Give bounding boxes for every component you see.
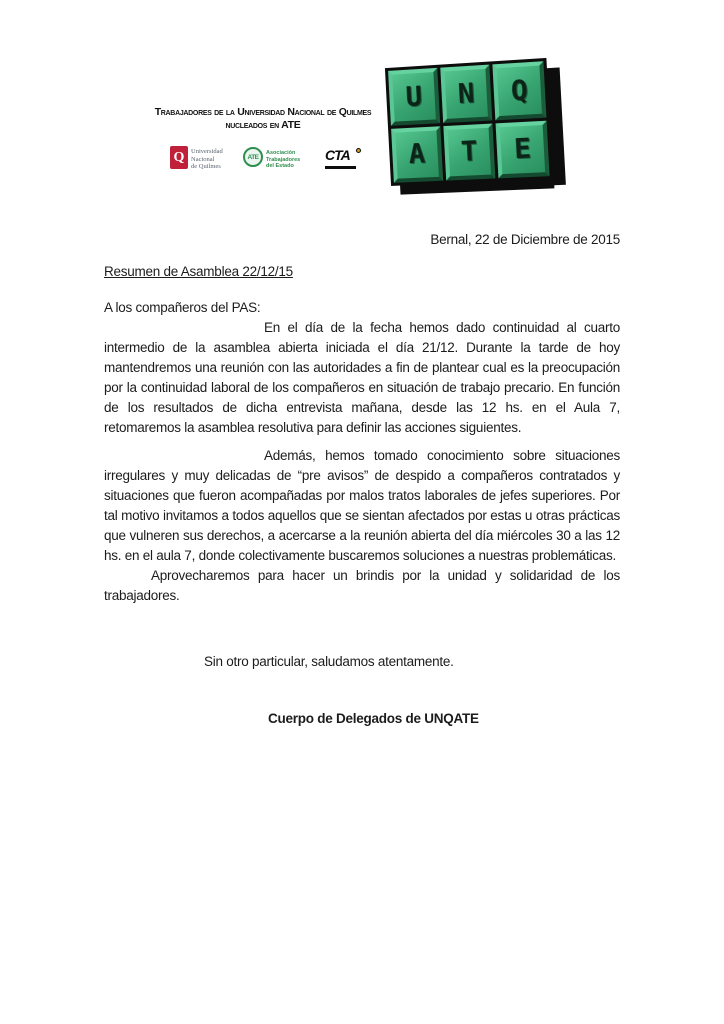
unqate-cube-logo	[385, 58, 553, 186]
unq-logo-text	[191, 146, 223, 171]
unqate-tile: T	[443, 123, 496, 181]
paragraph-1: En el día de la fecha hemos dado continuidad al cuarto intermedio de la asamblea abierta iniciada el día 21/12. Durante la tarde de hoy mantendremos una reunión con las autoridades a fin de plantear cual es la preocupación por la continuidad laboral de los compañeros en situación de trabajo precario. En función de los resultados de dicha entrevista mañana, desde las 12 hs. en el Aula 7, retomaremos la asamblea resolutiva para definir las acciones siguientes.	[104, 320, 620, 435]
closing-line: Sin otro particular, saludamos atentamente.	[204, 654, 454, 669]
ate-logo-text	[266, 147, 300, 170]
unq-logo	[170, 146, 223, 171]
ate-logo	[243, 147, 300, 170]
unqate-tile: N	[440, 65, 493, 123]
cta-logo	[325, 147, 356, 169]
letter-body	[104, 230, 620, 729]
paragraph-2: Además, hemos tomado conocimiento sobre situaciones irregulares y muy delicadas de “pre avisos” de despido a compañeros contratados y situaciones que fueron acompañadas por malos tratos laborales de jefes superiores. Por tal motivo invitamos a todos aquellos que se sientan afectados por estas u otras prácticas que vulneren sus derechos, a acercarse a la reunión abierta del día miércoles 30 a las 12 hs. en el aula 7, donde colectivamente buscaremos soluciones a nuestras problemáticas.	[104, 448, 620, 563]
unqate-tile: U	[388, 68, 440, 125]
dateline: Bernal, 22 de Diciembre de 2015	[430, 232, 620, 247]
signature-line: Cuerpo de Delegados de UNQATE	[268, 711, 479, 726]
paragraph-3: Aprovecharemos para hacer un brindis por la unidad y solidaridad de los trabajadores.	[104, 568, 620, 603]
org-name-line1: Trabajadores de la Universidad Nacional de Quilmes	[154, 106, 372, 118]
salutation: A los compañeros del PAS:	[104, 300, 261, 315]
cta-logo-text: CTA	[325, 147, 350, 163]
ate-logo-text-line: Asociación	[266, 150, 296, 156]
unq-logo-text-line: Nacional	[191, 155, 215, 163]
ate-logo-text-line: del Estado	[266, 163, 294, 169]
unq-logo-icon: Q	[170, 146, 188, 169]
unqate-tile: A	[391, 126, 443, 183]
cta-sun-icon	[356, 148, 361, 153]
unqate-tile: E	[496, 120, 550, 178]
unqate-tile: Q	[493, 61, 547, 120]
cta-logo-bar	[325, 166, 356, 169]
subject-line: Resumen de Asamblea 22/12/15	[104, 264, 293, 279]
unq-logo-text-line: Universidad	[191, 148, 223, 155]
unq-logo-text-line: de Quilmes	[191, 163, 221, 170]
ate-logo-icon: ATE	[243, 147, 263, 167]
org-header	[118, 106, 408, 131]
ate-logo-text-line: Trabajadores	[266, 156, 301, 163]
org-name-line2: nucleados en ATE	[225, 118, 301, 131]
